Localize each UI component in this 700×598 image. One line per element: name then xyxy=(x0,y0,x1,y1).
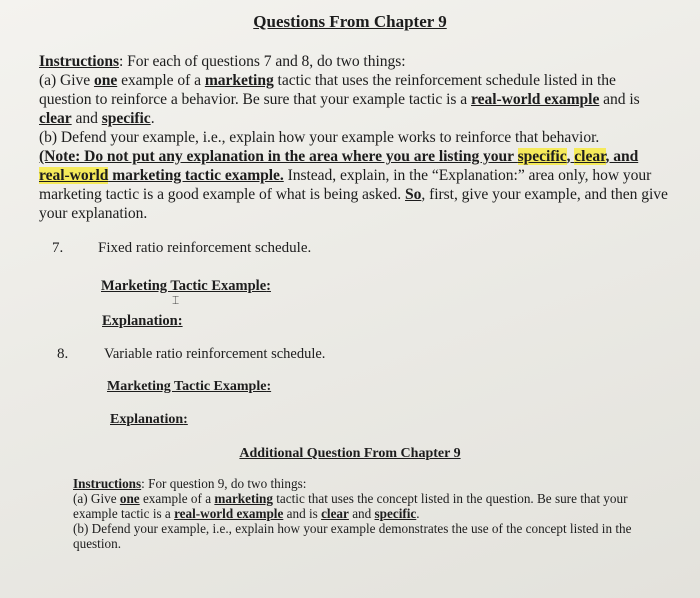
note-text-5: Instead, explain, in the “Explanation:” area only, how your marketing tactic is a good example of what is being asked. xyxy=(39,167,652,203)
instruction-note xyxy=(39,147,669,223)
instructions-intro xyxy=(39,52,669,71)
instruction-a xyxy=(39,71,669,128)
additional-intro-text: : For question 9, do two things: xyxy=(141,476,307,491)
emphasis-marketing: marketing xyxy=(204,72,274,89)
additional-emphasis-real-world-example: real-world example xyxy=(174,506,284,521)
emphasis-real-world-example: real-world example xyxy=(471,91,600,108)
instruction-a-text-1: (a) Give xyxy=(39,72,94,89)
question-7-explanation-text: Explanation xyxy=(102,313,178,329)
question-8-explanation-text: Explanation xyxy=(110,412,184,427)
instructions-block xyxy=(39,52,669,223)
note-so: So xyxy=(405,186,422,203)
additional-a-text-5: and xyxy=(348,506,375,521)
additional-emphasis-marketing: marketing xyxy=(214,491,273,506)
additional-instructions-label: Instructions xyxy=(73,476,142,491)
note-text-1: (Note: Do not put any explanation in the area where you are listing your xyxy=(39,148,518,165)
page-title: Questions From Chapter 9 xyxy=(253,12,447,31)
additional-a-text-6: . xyxy=(416,506,420,521)
question-7-tactic-label xyxy=(101,278,271,295)
question-8-number: 8. xyxy=(57,346,69,362)
additional-emphasis-specific: specific xyxy=(374,506,417,521)
question-7-text: Fixed ratio reinforcement schedule. xyxy=(98,240,312,256)
additional-emphasis-clear: clear xyxy=(321,506,349,521)
instruction-b: (b) Defend your example, i.e., explain how your example works to reinforce that behavior. xyxy=(39,129,600,146)
instructions-intro-text: : For each of questions 7 and 8, do two things: xyxy=(118,53,406,70)
instruction-a-text-2: example of a xyxy=(117,72,205,89)
additional-emphasis-one: one xyxy=(119,491,140,506)
question-8-explanation-label xyxy=(110,412,188,428)
instruction-a-text-3: tactic that uses the reinforcement schedule listed in the question to reinforce a behavior. Be sure that your example tactic is a xyxy=(39,72,616,108)
additional-intro xyxy=(73,476,643,491)
question-8-tactic-colon: : xyxy=(266,379,272,394)
instruction-a-text-5: and xyxy=(71,110,102,127)
question-8-tactic-label-text: Marketing Tactic Example xyxy=(107,379,267,394)
note-highlight-clear: clear xyxy=(574,148,606,165)
question-7-tactic-label-text: Marketing Tactic Example xyxy=(101,278,267,294)
text-cursor-icon: ⌶ xyxy=(172,293,180,307)
additional-instructions-block xyxy=(73,476,643,551)
question-8-explanation-colon: : xyxy=(183,412,188,427)
emphasis-specific: specific xyxy=(101,110,151,127)
note-text-6: , first, give your example, and then give your explanation. xyxy=(39,186,668,222)
emphasis-clear: clear xyxy=(39,110,72,127)
note-text-2: , xyxy=(566,148,575,165)
additional-instruction-b: (b) Defend your example, i.e., explain how your example demonstrates the use of the concept listed in the question. xyxy=(73,521,632,551)
instruction-a-text-6: . xyxy=(150,110,155,127)
note-text-3: , and xyxy=(605,148,639,165)
question-8-text: Variable ratio reinforcement schedule. xyxy=(104,346,326,362)
note-highlight-specific: specific xyxy=(517,148,567,165)
instruction-a-text-4: and is xyxy=(599,91,640,108)
additional-title: Additional Question From Chapter 9 xyxy=(239,446,461,461)
question-7-explanation-colon: : xyxy=(177,313,183,329)
question-8-tactic-label xyxy=(107,379,271,395)
note-text-4: marketing tactic example. xyxy=(108,167,284,184)
additional-a-text-4: and is xyxy=(283,506,322,521)
additional-a-text-3: tactic that uses the concept listed in the question. Be sure that your example tactic is a xyxy=(73,491,628,521)
emphasis-one: one xyxy=(93,72,118,89)
question-7-explanation-label xyxy=(102,313,183,330)
instructions-label: Instructions xyxy=(39,53,119,70)
note-highlight-real-world: real-world xyxy=(39,167,109,184)
additional-a-text-2: example of a xyxy=(139,491,215,506)
question-7-tactic-colon: : xyxy=(266,278,271,294)
additional-a-text-1: (a) Give xyxy=(73,491,120,506)
question-7-number: 7. xyxy=(52,240,64,256)
additional-instruction-a xyxy=(73,491,643,521)
